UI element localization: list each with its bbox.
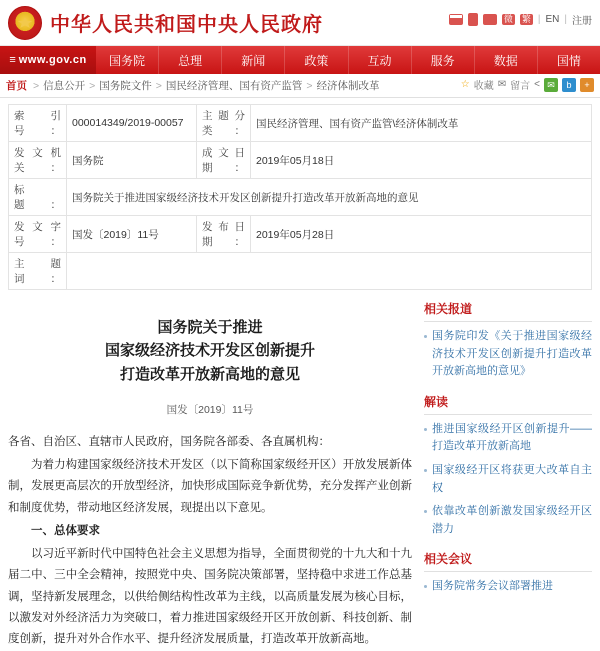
meta-value-completed-date: 2019年05月18日 bbox=[251, 142, 592, 179]
meta-value-doc-number: 国发〔2019〕11号 bbox=[67, 216, 197, 253]
sidebar-section-related-meetings bbox=[424, 550, 592, 596]
meta-label-publish-date: 发布日期： bbox=[197, 216, 251, 253]
meta-label-topic: 主题分类： bbox=[197, 105, 251, 142]
meta-label-index: 索 引 号： bbox=[9, 105, 67, 142]
share-orange-icon[interactable]: + bbox=[580, 78, 594, 92]
traditional-chinese-badge[interactable]: 繁 bbox=[521, 13, 531, 24]
star-icon[interactable]: ☆ bbox=[460, 79, 470, 90]
share-green-icon[interactable]: ✉ bbox=[544, 78, 558, 92]
meta-value-title: 国务院关于推进国家级经济技术开发区创新提升打造改革开放新高地的意见 bbox=[67, 179, 592, 216]
document-title-line-1: 国务院关于推进 bbox=[157, 318, 263, 336]
document-paragraph-salutation: 各省、自治区、直辖市人民政府，国务院各部委、各直属机构： bbox=[8, 433, 330, 448]
page-title: 中华人民共和国中央人民政府 bbox=[50, 12, 323, 36]
gov-logo-text: www.gov.cn bbox=[18, 54, 87, 66]
dots-decoration: ≡ bbox=[9, 54, 17, 66]
document-meta-section bbox=[0, 98, 600, 290]
header-utility-bar bbox=[449, 12, 592, 27]
meta-value-topic: 国民经济管理、国有资产监管\经济体制改革 bbox=[251, 105, 592, 142]
meta-label-completed-date: 成文日期： bbox=[197, 142, 251, 179]
breadcrumb-actions bbox=[461, 77, 594, 92]
document-section-heading-1: 一、总体要求 bbox=[31, 522, 100, 537]
nav-item-hudong[interactable]: 互动 bbox=[348, 46, 411, 74]
nav-item-shuju[interactable]: 数据 bbox=[474, 46, 537, 74]
site-header bbox=[0, 0, 600, 46]
meta-value-keywords bbox=[67, 253, 592, 290]
favorite-label[interactable]: 收藏 bbox=[473, 81, 494, 92]
meta-label-issuer: 发文机关： bbox=[9, 142, 67, 179]
divider: | bbox=[564, 14, 567, 25]
message-label[interactable]: 留言 bbox=[510, 81, 531, 92]
national-emblem-icon bbox=[8, 6, 42, 40]
divider: | bbox=[537, 14, 541, 25]
sidebar-section-related-reports bbox=[424, 300, 592, 381]
document-title-line-2: 国家级经济技术开发区创新提升 bbox=[104, 341, 315, 360]
table-row bbox=[9, 105, 592, 142]
sidebar-section-interpretation bbox=[424, 393, 592, 539]
gov-logo[interactable] bbox=[0, 46, 96, 74]
register-link[interactable]: 注册 bbox=[572, 16, 592, 27]
nav-item-fuwu[interactable]: 服务 bbox=[411, 46, 474, 74]
document-paragraph-overall-requirements: 以习近平新时代中国特色社会主义思想为指导，全面贯彻党的十九大和十九届二中、三中全会精神，按照党中央、国务院决策部署，坚持稳中求进工作总基调，坚持新发展理念，以供给侧结构性改革为主线，以高质量发展为核心目标，以激发对外经济活力为突破口，着力推进国家级经开区开放创新、科技创新、制度创新，提升对外合作水平、提升经济发展质量，打造改革开放新高地。 bbox=[8, 546, 412, 646]
share-blue-icon[interactable]: b bbox=[562, 78, 576, 92]
mail-icon[interactable] bbox=[449, 14, 463, 25]
sidebar-item-interpretation-2[interactable]: 国家级经开区将获更大改革自主权 bbox=[424, 462, 592, 497]
main-nav bbox=[0, 46, 600, 74]
meta-value-issuer: 国务院 bbox=[67, 142, 197, 179]
sidebar-heading-interpretation: 解读 bbox=[424, 393, 592, 415]
camera-icon[interactable] bbox=[483, 14, 497, 25]
mobile-icon[interactable] bbox=[468, 13, 478, 26]
breadcrumb-home[interactable]: 首页 bbox=[6, 80, 27, 92]
weibo-badge[interactable]: 微 bbox=[503, 13, 513, 24]
meta-value-publish-date: 2019年05月28日 bbox=[251, 216, 592, 253]
sidebar-item-interpretation-1[interactable]: 推进国家级经开区创新提升——打造改革开放新高地 bbox=[424, 421, 592, 456]
meta-label-keywords: 主 题 词： bbox=[9, 253, 67, 290]
document-title bbox=[8, 316, 412, 386]
table-row bbox=[9, 179, 592, 216]
document-number: 国发〔2019〕11号 bbox=[166, 403, 254, 416]
nav-item-zongli[interactable]: 总理 bbox=[158, 46, 221, 74]
sidebar-item-interpretation-3[interactable]: 依靠改革创新激发国家级经开区潜力 bbox=[424, 503, 592, 538]
breadcrumb bbox=[0, 74, 600, 98]
nav-item-list bbox=[96, 46, 600, 74]
breadcrumb-item-econ-reform[interactable]: 经济体制改革 bbox=[316, 80, 380, 92]
document-title-line-3: 打造改革开放新高地的意见 bbox=[119, 364, 300, 383]
nav-item-guowuyuan[interactable]: 国务院 bbox=[109, 53, 146, 68]
sidebar-item-related-report-1[interactable]: 国务院印发《关于推进国家级经济技术开发区创新提升打造改革开放新高地的意见》 bbox=[424, 328, 592, 381]
table-row bbox=[9, 253, 592, 290]
sidebar-item-related-meeting-1[interactable]: 国务院常务会议部署推进 bbox=[424, 578, 592, 596]
table-row bbox=[9, 142, 592, 179]
document-text-column bbox=[8, 300, 412, 651]
language-link[interactable]: EN bbox=[545, 14, 560, 25]
document-body bbox=[0, 290, 600, 651]
breadcrumb-separator: > bbox=[33, 79, 40, 92]
sidebar-heading-related-reports: 相关报道 bbox=[424, 300, 592, 322]
message-icon[interactable]: ✉ bbox=[497, 79, 507, 90]
share-label: < bbox=[534, 79, 540, 90]
breadcrumb-item-info-disclosure[interactable]: 信息公开 bbox=[43, 80, 86, 92]
breadcrumb-item-economy-mgmt[interactable]: 国民经济管理、国有资产监管 bbox=[165, 80, 303, 92]
meta-label-doc-number: 发文字号： bbox=[9, 216, 67, 253]
meta-label-title: 标 题： bbox=[9, 179, 67, 216]
nav-item-guoqing[interactable]: 国情 bbox=[537, 46, 600, 74]
meta-value-index: 000014349/2019-00057 bbox=[67, 105, 197, 142]
breadcrumb-separator: > bbox=[89, 79, 96, 92]
sidebar bbox=[424, 300, 592, 651]
table-row bbox=[9, 216, 592, 253]
nav-item-zhengce[interactable]: 政策 bbox=[284, 46, 347, 74]
breadcrumb-separator: > bbox=[155, 79, 162, 92]
nav-item-xinwen[interactable]: 新闻 bbox=[221, 46, 284, 74]
breadcrumb-item-council-docs[interactable]: 国务院文件 bbox=[99, 80, 152, 92]
document-meta-table bbox=[8, 104, 592, 290]
breadcrumb-separator: > bbox=[306, 79, 313, 92]
document-paragraph-intro: 为着力构建国家级经济技术开发区（以下简称国家级经开区）开放发展新体制，发展更高层次的开放型经济，加快形成国际竞争新优势，充分发挥产业创新和制度优势，带动地区经济发展，现提出以下意见。 bbox=[8, 457, 412, 514]
sidebar-heading-related-meetings: 相关会议 bbox=[424, 550, 592, 572]
